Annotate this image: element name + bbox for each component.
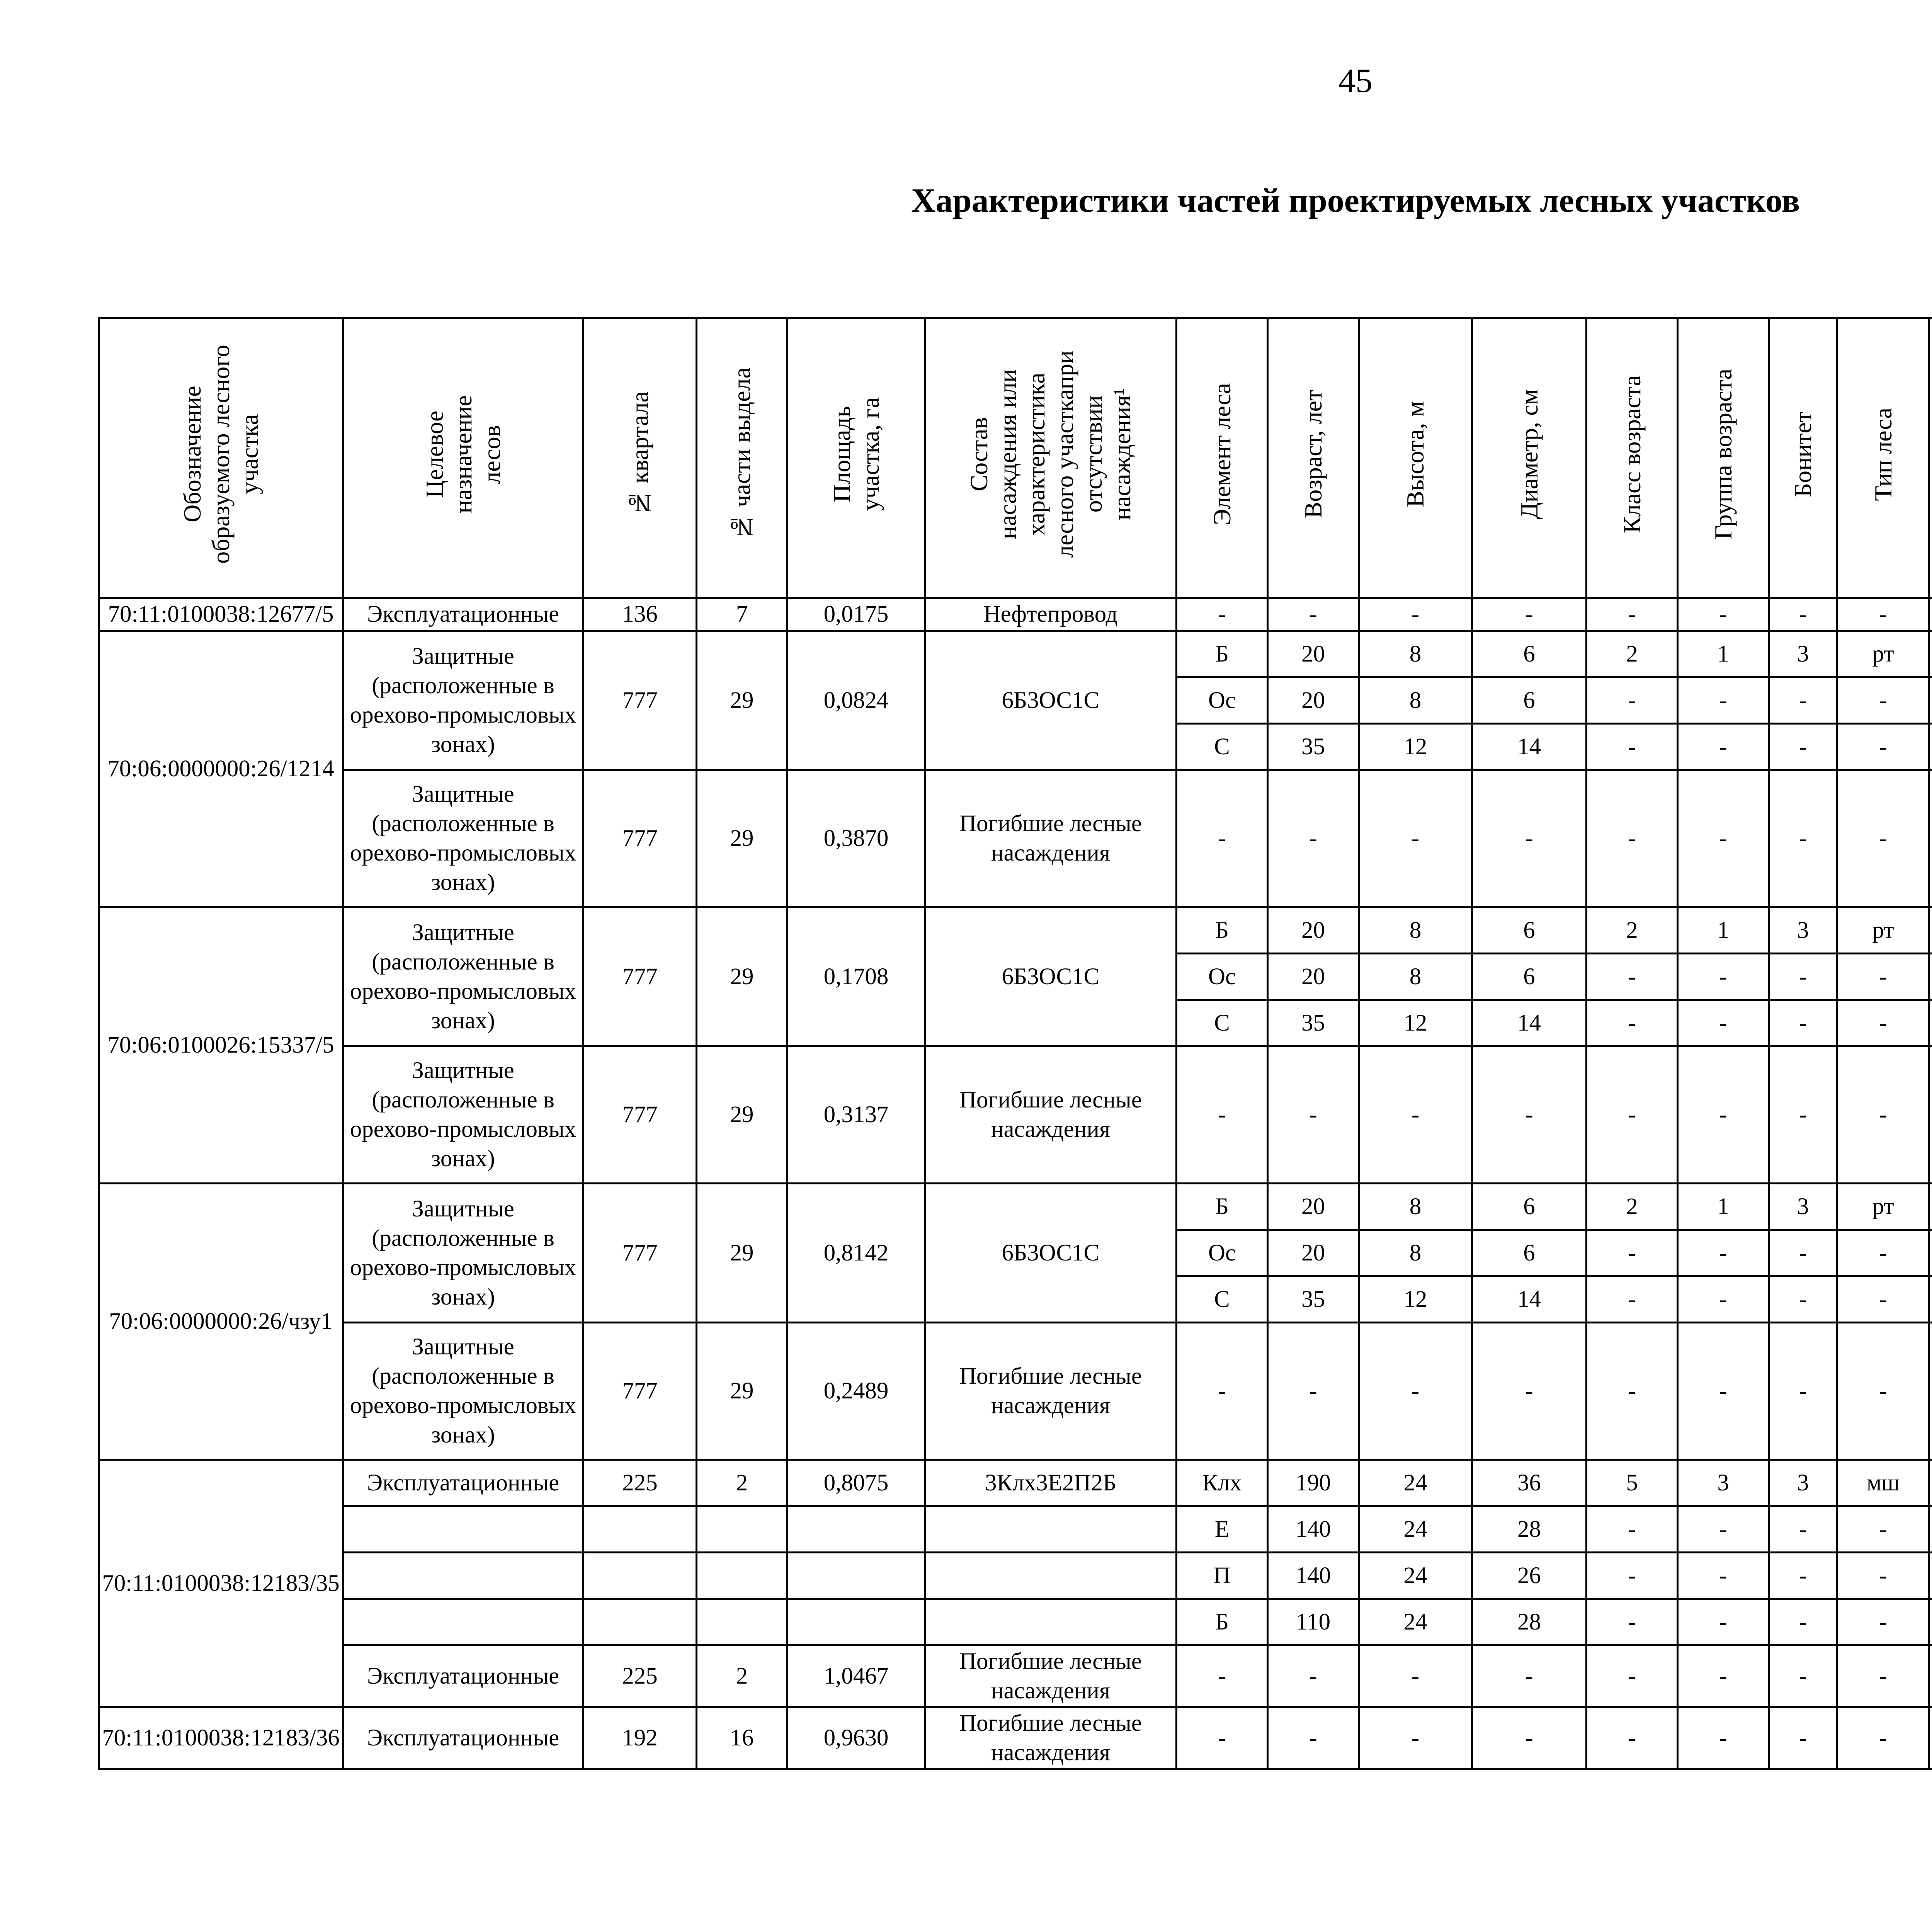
area-cell: 0,8075 [787, 1460, 925, 1506]
age-class-cell: - [1587, 1276, 1678, 1323]
age-class-cell: - [1587, 1230, 1678, 1276]
table-row [99, 1553, 1932, 1599]
element-cell: Б [1177, 631, 1268, 677]
age-group-cell: - [1678, 1230, 1769, 1276]
height-cell: 8 [1359, 954, 1472, 1000]
element-cell: Е [1177, 1506, 1268, 1553]
composition-cell: Погибшие лесные насаждения [925, 770, 1177, 907]
quarter-cell: 136 [583, 598, 697, 631]
header-cell: Высота, м [1359, 318, 1472, 598]
height-cell: 24 [1359, 1460, 1472, 1506]
age-cell: 20 [1268, 907, 1359, 954]
forest-type-cell: - [1837, 954, 1929, 1000]
part-cell: 16 [697, 1707, 787, 1769]
table-row [99, 1645, 1932, 1707]
table-row [99, 1046, 1932, 1184]
purpose-cell: Защитные (расположенные в орехово-промысловых зонах) [343, 631, 583, 770]
height-cell: 12 [1359, 724, 1472, 770]
age-group-cell: 1 [1678, 631, 1769, 677]
quarter-cell: 777 [583, 1323, 697, 1460]
forest-type-cell: - [1837, 1000, 1929, 1046]
area-cell: 0,2489 [787, 1323, 925, 1460]
forest-type-cell: - [1837, 1046, 1929, 1184]
area-cell: 0,0824 [787, 631, 925, 770]
age-group-cell: - [1678, 770, 1769, 907]
age-class-cell: - [1587, 724, 1678, 770]
purpose-cell: Эксплуатационные [343, 598, 583, 631]
bonitet-cell: - [1769, 1000, 1837, 1046]
plot-id-cell: 70:06:0000000:26/1214 [99, 631, 343, 907]
table-row [99, 1506, 1932, 1553]
height-cell: - [1359, 1645, 1472, 1707]
bonitet-cell: - [1769, 1707, 1837, 1769]
height-cell: 12 [1359, 1276, 1472, 1323]
header-cell: Состав насаждения или характеристика лесного участкапри отсутствии насаждения¹ [925, 318, 1177, 598]
element-cell: - [1177, 1707, 1268, 1769]
bonitet-cell: - [1769, 677, 1837, 724]
element-cell: П [1177, 1553, 1268, 1599]
element-cell: - [1177, 598, 1268, 631]
diameter-cell: 14 [1472, 1000, 1587, 1046]
element-cell: - [1177, 1323, 1268, 1460]
quarter-cell: 192 [583, 1707, 697, 1769]
area-cell [787, 1599, 925, 1645]
forest-type-cell: - [1837, 677, 1929, 724]
part-cell [697, 1506, 787, 1553]
quarter-cell: 225 [583, 1645, 697, 1707]
part-cell: 29 [697, 1184, 787, 1323]
age-cell: - [1268, 1645, 1359, 1707]
age-group-cell: - [1678, 1599, 1769, 1645]
forest-type-cell: рт [1837, 631, 1929, 677]
part-cell: 29 [697, 770, 787, 907]
height-cell: - [1359, 1707, 1472, 1769]
forest-type-cell: рт [1837, 907, 1929, 954]
bonitet-cell: - [1769, 954, 1837, 1000]
age-cell: 20 [1268, 677, 1359, 724]
age-cell: - [1268, 598, 1359, 631]
age-cell: 20 [1268, 1230, 1359, 1276]
page-number: 45 [1338, 62, 1372, 100]
height-cell: - [1359, 598, 1472, 631]
diameter-cell: 28 [1472, 1599, 1587, 1645]
height-cell: - [1359, 770, 1472, 907]
area-cell: 0,9630 [787, 1707, 925, 1769]
part-cell [697, 1599, 787, 1645]
forest-type-cell: - [1837, 1506, 1929, 1553]
bonitet-cell: 3 [1769, 1460, 1837, 1506]
forest-type-cell: - [1837, 1276, 1929, 1323]
plot-id-cell: 70:11:0100038:12183/36 [99, 1707, 343, 1769]
forest-type-cell: рт [1837, 1184, 1929, 1230]
element-cell: С [1177, 724, 1268, 770]
age-cell: 190 [1268, 1460, 1359, 1506]
diameter-cell: 14 [1472, 1276, 1587, 1323]
age-cell: 20 [1268, 1184, 1359, 1230]
header-cell: Целевое назначение лесов [343, 318, 583, 598]
composition-cell [925, 1599, 1177, 1645]
purpose-cell: Эксплуатационные [343, 1460, 583, 1506]
diameter-cell: 26 [1472, 1553, 1587, 1599]
density-cell [1929, 1460, 1932, 1506]
bonitet-cell: 3 [1769, 1184, 1837, 1230]
forest-type-cell: - [1837, 1645, 1929, 1707]
area-cell: 0,0175 [787, 598, 925, 631]
age-group-cell: - [1678, 1707, 1769, 1769]
bonitet-cell: - [1769, 1506, 1837, 1553]
height-cell: - [1359, 1323, 1472, 1460]
age-cell: - [1268, 1323, 1359, 1460]
bonitet-cell: - [1769, 724, 1837, 770]
age-cell: 20 [1268, 954, 1359, 1000]
age-group-cell: - [1678, 724, 1769, 770]
age-group-cell: - [1678, 954, 1769, 1000]
quarter-cell [583, 1506, 697, 1553]
table-row [99, 1460, 1932, 1506]
diameter-cell: 6 [1472, 1230, 1587, 1276]
forest-type-cell: - [1837, 1553, 1929, 1599]
density-cell [1929, 1000, 1932, 1046]
bonitet-cell: 3 [1769, 631, 1837, 677]
density-cell [1929, 1046, 1932, 1184]
part-cell: 29 [697, 1323, 787, 1460]
density-cell [1929, 907, 1932, 954]
composition-cell: 6Б3ОС1С [925, 907, 1177, 1046]
age-cell: 35 [1268, 724, 1359, 770]
density-cell [1929, 724, 1932, 770]
quarter-cell: 225 [583, 1460, 697, 1506]
age-class-cell: - [1587, 1645, 1678, 1707]
density-cell [1929, 631, 1932, 677]
age-cell: - [1268, 1707, 1359, 1769]
composition-cell: 6Б3ОС1С [925, 1184, 1177, 1323]
quarter-cell [583, 1553, 697, 1599]
plot-id-cell: 70:11:0100038:12677/5 [99, 598, 343, 631]
age-cell: 35 [1268, 1276, 1359, 1323]
age-group-cell: - [1678, 1046, 1769, 1184]
header-cell: Бонитет [1769, 318, 1837, 598]
element-cell: Ос [1177, 1230, 1268, 1276]
density-cell [1929, 1276, 1932, 1323]
header-cell [1929, 318, 1932, 598]
purpose-cell: Защитные (расположенные в орехово-промысловых зонах) [343, 1323, 583, 1460]
forest-type-cell: - [1837, 598, 1929, 631]
header-cell: Площадь участка, га [787, 318, 925, 598]
part-cell: 29 [697, 631, 787, 770]
diameter-cell: 14 [1472, 724, 1587, 770]
table-row [99, 1323, 1932, 1460]
purpose-cell: Эксплуатационные [343, 1707, 583, 1769]
height-cell: 8 [1359, 677, 1472, 724]
purpose-cell [343, 1506, 583, 1553]
bonitet-cell: - [1769, 1046, 1837, 1184]
forest-type-cell: - [1837, 1707, 1929, 1769]
element-cell: Б [1177, 907, 1268, 954]
forest-type-cell: - [1837, 770, 1929, 907]
element-cell: - [1177, 770, 1268, 907]
diameter-cell: - [1472, 1707, 1587, 1769]
composition-cell: 6Б3ОС1С [925, 631, 1177, 770]
bonitet-cell: - [1769, 1276, 1837, 1323]
area-cell [787, 1506, 925, 1553]
age-cell: 35 [1268, 1000, 1359, 1046]
age-group-cell: - [1678, 1645, 1769, 1707]
age-class-cell: - [1587, 1506, 1678, 1553]
diameter-cell: 36 [1472, 1460, 1587, 1506]
purpose-cell [343, 1599, 583, 1645]
density-cell [1929, 1323, 1932, 1460]
bonitet-cell: - [1769, 1553, 1837, 1599]
age-cell: - [1268, 770, 1359, 907]
element-cell: Клх [1177, 1460, 1268, 1506]
height-cell: 24 [1359, 1553, 1472, 1599]
table-row [99, 770, 1932, 907]
part-cell: 2 [697, 1460, 787, 1506]
bonitet-cell: - [1769, 770, 1837, 907]
density-cell [1929, 1184, 1932, 1230]
quarter-cell: 777 [583, 1184, 697, 1323]
age-class-cell: - [1587, 1707, 1678, 1769]
element-cell: - [1177, 1645, 1268, 1707]
height-cell: 8 [1359, 1184, 1472, 1230]
element-cell: - [1177, 1046, 1268, 1184]
table-row [99, 907, 1932, 954]
age-class-cell: 2 [1587, 1184, 1678, 1230]
element-cell: Б [1177, 1184, 1268, 1230]
density-cell [1929, 770, 1932, 907]
density-cell [1929, 1645, 1932, 1707]
part-cell: 2 [697, 1645, 787, 1707]
quarter-cell: 777 [583, 631, 697, 770]
purpose-cell: Защитные (расположенные в орехово-промысловых зонах) [343, 770, 583, 907]
element-cell: Ос [1177, 677, 1268, 724]
density-cell [1929, 1506, 1932, 1553]
density-cell [1929, 1707, 1932, 1769]
table-row [99, 1707, 1932, 1769]
age-class-cell: - [1587, 1046, 1678, 1184]
quarter-cell: 777 [583, 770, 697, 907]
age-class-cell: 2 [1587, 631, 1678, 677]
forest-plots-table [98, 317, 1932, 1770]
header-cell: № части выдела [697, 318, 787, 598]
forest-type-cell: - [1837, 724, 1929, 770]
area-cell: 0,3137 [787, 1046, 925, 1184]
bonitet-cell: - [1769, 1230, 1837, 1276]
composition-cell [925, 1553, 1177, 1599]
forest-type-cell: - [1837, 1599, 1929, 1645]
element-cell: Б [1177, 1599, 1268, 1645]
age-group-cell: - [1678, 677, 1769, 724]
age-class-cell: - [1587, 770, 1678, 907]
header-cell: Элемент леса [1177, 318, 1268, 598]
bonitet-cell: - [1769, 1323, 1837, 1460]
age-class-cell: - [1587, 1553, 1678, 1599]
age-class-cell: - [1587, 1599, 1678, 1645]
age-group-cell: - [1678, 598, 1769, 631]
diameter-cell: 6 [1472, 954, 1587, 1000]
age-group-cell: 3 [1678, 1460, 1769, 1506]
diameter-cell: 6 [1472, 677, 1587, 724]
area-cell: 0,3870 [787, 770, 925, 907]
density-cell [1929, 1599, 1932, 1645]
composition-cell: Погибшие лесные насаждения [925, 1323, 1177, 1460]
table-header-row [99, 318, 1932, 598]
diameter-cell: 6 [1472, 631, 1587, 677]
age-group-cell: - [1678, 1276, 1769, 1323]
density-cell [1929, 677, 1932, 724]
height-cell: 8 [1359, 631, 1472, 677]
header-cell: Класс возраста [1587, 318, 1678, 598]
part-cell: 29 [697, 1046, 787, 1184]
age-group-cell: - [1678, 1323, 1769, 1460]
element-cell: С [1177, 1276, 1268, 1323]
bonitet-cell: - [1769, 1645, 1837, 1707]
area-cell: 1,0467 [787, 1645, 925, 1707]
header-cell: № квартала [583, 318, 697, 598]
height-cell: - [1359, 1046, 1472, 1184]
purpose-cell: Защитные (расположенные в орехово-промысловых зонах) [343, 1184, 583, 1323]
density-cell [1929, 1230, 1932, 1276]
height-cell: 12 [1359, 1000, 1472, 1046]
diameter-cell: 6 [1472, 1184, 1587, 1230]
diameter-cell: - [1472, 598, 1587, 631]
purpose-cell [343, 1553, 583, 1599]
purpose-cell: Защитные (расположенные в орехово-промысловых зонах) [343, 907, 583, 1046]
forest-type-cell: - [1837, 1230, 1929, 1276]
plot-id-cell: 70:11:0100038:12183/35 [99, 1460, 343, 1707]
element-cell: Ос [1177, 954, 1268, 1000]
plot-id-cell: 70:06:0100026:15337/5 [99, 907, 343, 1184]
area-cell [787, 1553, 925, 1599]
forest-type-cell: - [1837, 1323, 1929, 1460]
height-cell: 24 [1359, 1599, 1472, 1645]
age-cell: 110 [1268, 1599, 1359, 1645]
height-cell: 8 [1359, 907, 1472, 954]
table-row [99, 598, 1932, 631]
quarter-cell [583, 1599, 697, 1645]
composition-cell: 3Клх3Е2П2Б [925, 1460, 1177, 1506]
height-cell: 24 [1359, 1506, 1472, 1553]
density-cell [1929, 598, 1932, 631]
age-cell: 140 [1268, 1506, 1359, 1553]
header-cell: Обозначение образуемого лесного участка [99, 318, 343, 598]
age-group-cell: 1 [1678, 1184, 1769, 1230]
purpose-cell: Эксплуатационные [343, 1645, 583, 1707]
plot-id-cell: 70:06:0000000:26/чзу1 [99, 1184, 343, 1460]
composition-cell: Погибшие лесные насаждения [925, 1707, 1177, 1769]
composition-cell: Погибшие лесные насаждения [925, 1645, 1177, 1707]
age-class-cell: - [1587, 954, 1678, 1000]
diameter-cell: - [1472, 1046, 1587, 1184]
age-cell: 140 [1268, 1553, 1359, 1599]
diameter-cell: 6 [1472, 907, 1587, 954]
diameter-cell: - [1472, 770, 1587, 907]
header-cell: Возраст, лет [1268, 318, 1359, 598]
composition-cell: Нефтепровод [925, 598, 1177, 631]
forest-type-cell: мш [1837, 1460, 1929, 1506]
header-cell: Тип леса [1837, 318, 1929, 598]
age-class-cell: - [1587, 677, 1678, 724]
age-class-cell: - [1587, 598, 1678, 631]
diameter-cell: - [1472, 1323, 1587, 1460]
bonitet-cell: - [1769, 598, 1837, 631]
age-group-cell: - [1678, 1553, 1769, 1599]
age-group-cell: - [1678, 1506, 1769, 1553]
density-cell [1929, 1553, 1932, 1599]
header-cell: Группа возраста [1678, 318, 1769, 598]
diameter-cell: - [1472, 1645, 1587, 1707]
table-row [99, 1599, 1932, 1645]
density-cell [1929, 954, 1932, 1000]
part-cell: 29 [697, 907, 787, 1046]
age-class-cell: - [1587, 1323, 1678, 1460]
age-group-cell: - [1678, 1000, 1769, 1046]
bonitet-cell: - [1769, 1599, 1837, 1645]
part-cell: 7 [697, 598, 787, 631]
header-cell: Диаметр, см [1472, 318, 1587, 598]
bonitet-cell: 3 [1769, 907, 1837, 954]
height-cell: 8 [1359, 1230, 1472, 1276]
area-cell: 0,1708 [787, 907, 925, 1046]
purpose-cell: Защитные (расположенные в орехово-промысловых зонах) [343, 1046, 583, 1184]
age-class-cell: 5 [1587, 1460, 1678, 1506]
composition-cell [925, 1506, 1177, 1553]
age-cell: - [1268, 1046, 1359, 1184]
table-row [99, 631, 1932, 677]
element-cell: С [1177, 1000, 1268, 1046]
age-class-cell: 2 [1587, 907, 1678, 954]
composition-cell: Погибшие лесные насаждения [925, 1046, 1177, 1184]
age-class-cell: - [1587, 1000, 1678, 1046]
area-cell: 0,8142 [787, 1184, 925, 1323]
quarter-cell: 777 [583, 1046, 697, 1184]
diameter-cell: 28 [1472, 1506, 1587, 1553]
quarter-cell: 777 [583, 907, 697, 1046]
page-title: Характеристики частей проектируемых лесных участков [911, 182, 1800, 219]
age-cell: 20 [1268, 631, 1359, 677]
part-cell [697, 1553, 787, 1599]
table-row [99, 1184, 1932, 1230]
age-group-cell: 1 [1678, 907, 1769, 954]
